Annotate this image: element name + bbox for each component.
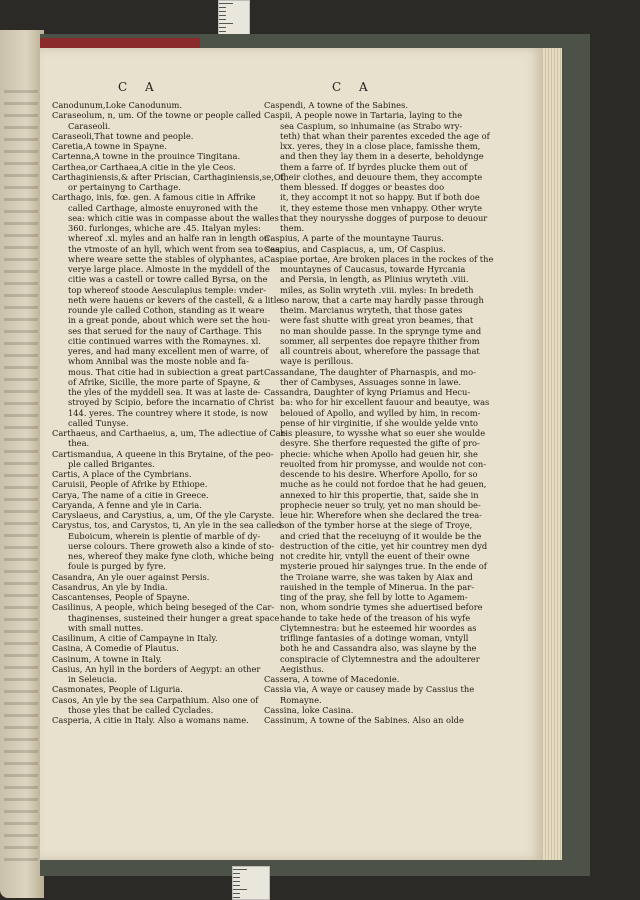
text-line: Carthaeus, and Carthaeius, a, um, The adiectiue of Car-: [52, 428, 288, 438]
text-line: them.: [280, 223, 305, 233]
ruler-tick: [219, 19, 226, 20]
text-line: Carystus, tos, and Carystos, ti, An yle in the sea called: [52, 520, 282, 531]
text-line: whom Annibal was the moste noble and fa-: [68, 356, 249, 367]
text-line: 144. yeres. The countrey where it stode, is now: [68, 407, 268, 418]
text-line: Romayne.: [280, 694, 322, 705]
text-line: triflinge fantasies of a dotinge woman, vntyll: [280, 633, 469, 643]
left-column: [52, 100, 288, 725]
text-line: Carthaginiensis,& after Priscian, Carthaginiensis,se,Of,: [52, 171, 287, 182]
ruler-tick: [219, 31, 226, 32]
text-line: Cartismandua, A queene in this Brytaine, of the peo-: [52, 448, 274, 459]
text-line: beloued of Apollo, and wylled by him, in recom-: [280, 407, 481, 418]
running-head-left: C A: [118, 80, 161, 94]
text-line: Casandrus, An yle by India.: [52, 581, 168, 592]
text-line: Cassina, loke Casina.: [264, 704, 354, 715]
text-line: called Tunyse.: [68, 417, 129, 428]
text-line: verye large place. Almoste in the myddell of the: [68, 264, 270, 274]
text-line: ther of Cambyses, Assuages sonne in lawe.: [280, 376, 462, 387]
text-line: where weare sette the stables of olyphantes, a: [68, 253, 264, 264]
ruler-tick: [219, 11, 226, 12]
text-line: Caruisii, People of Afrike by Ethiope.: [52, 479, 208, 490]
text-line: leue hir. Wherefore when she declared the trea-: [280, 510, 482, 520]
text-line: so narow, that a carte may hardly passe through: [280, 294, 484, 305]
text-line: thea.: [68, 438, 90, 449]
text-line: Casius, An hyll in the borders of Aegypt: an other: [52, 663, 261, 674]
text-line: Caryanda, A fenne and yle in Caria.: [52, 499, 202, 510]
previous-page-edge: [0, 30, 44, 898]
ruler-tick: [233, 881, 240, 882]
text-line: Caraseoli.: [68, 120, 111, 131]
text-line: son of the tymber horse at the siege of Troye,: [280, 520, 473, 531]
text-line: rauished in the temple of Minerua. In the par-: [280, 581, 475, 592]
text-line: destruction of the citie, yet hir countrey men dyd: [280, 540, 488, 551]
text-line: no man shoulde passe. In the sprynge tyme and: [280, 325, 482, 336]
text-line: top whereof stoode Aesculapius temple: vnder-: [68, 284, 267, 295]
text-line: stroyed by Scipio, before the incarnatio of Christ: [68, 397, 275, 408]
text-line: ba: who for hir excellent fauour and beautye, was: [280, 397, 490, 408]
text-line: hande to take hede of the treason of his wyfe: [280, 612, 471, 623]
text-line: their clothes, and deuoure them, they accompte: [280, 171, 483, 182]
text-line: not credite hir, vntyll the euent of their owne: [280, 551, 470, 561]
text-line: Cassandra, Daughter of kyng Priamus and Hecu-: [264, 387, 471, 397]
text-line: it, they accompt it not so happy. But if both doe: [280, 192, 480, 203]
text-line: Cassera, A towne of Macedonie.: [264, 674, 400, 684]
ruler-tick: [233, 889, 247, 890]
text-line: Casilinum, A citie of Campayne in Italy.: [52, 633, 218, 643]
text-line: in Seleucia.: [68, 674, 118, 684]
ruler-tick: [219, 27, 226, 28]
text-line: citie continued warres with the Romaynes. xl.: [68, 335, 261, 346]
text-line: conspiracie of Clytemnestra and the adoulterer: [280, 653, 480, 664]
text-line: his pleasure, to wysshe what so euer she woulde: [280, 428, 486, 438]
ruler-tick: [233, 877, 240, 878]
text-line: Cassia via, A waye or causey made by Cassius the: [264, 684, 475, 695]
text-line: miles, as Solin wryteth .viii. myles: In bredeth: [280, 284, 474, 295]
ruler-tick: [219, 7, 226, 8]
text-line: and cried that the receiuyng of it woulde be the: [280, 530, 482, 541]
text-line: non, whom sondrie tymes she aduertised before: [280, 602, 483, 613]
text-line: Aegisthus.: [280, 663, 325, 674]
text-line: sea Caspium, so inhumaine (as Strabo wry-: [280, 120, 463, 131]
text-line: prophecie neuer so truly, yet no man should be-: [280, 499, 481, 510]
text-line: Casilinus, A people, which being beseged of the Car-: [52, 602, 275, 613]
text-line: rounde yle called Cothon, standing as it weare: [68, 305, 265, 315]
text-line: mysterie proued hir saiynges true. In the ende of: [280, 561, 487, 572]
binding-strip: [40, 38, 200, 48]
text-line: Caraseoli,That towne and people.: [52, 130, 194, 141]
text-line: Casos, An yle by the sea Carpathium. Also one of: [52, 694, 259, 705]
text-line: and Persia, in length, as Plinius wryteth .viii.: [280, 274, 469, 285]
text-line: the vtmoste of an hyll, which went from sea to sea,: [68, 243, 283, 254]
scale-ruler-bottom: [232, 866, 270, 900]
text-line: Canodunum,Loke Canodunum.: [52, 100, 183, 110]
ruler-tick: [233, 873, 240, 874]
text-line: Casandra, An yle ouer against Persis.: [52, 571, 210, 582]
text-line: neth were hauens or kevers of the castell, & a litle: [68, 294, 282, 305]
text-line: nes, whereof they make fyne cloth, whiche being: [68, 551, 275, 561]
text-line: citie was a castell or towre called Byrsa, on the: [68, 274, 268, 285]
text-line: them blessed. If dogges or beastes doo: [280, 182, 445, 192]
text-line: Caspius, A parte of the mountayne Taurus.: [264, 233, 444, 244]
text-line: Caspius, and Caspiacus, a, um, Of Caspius.: [264, 243, 446, 254]
text-line: 360. furlonges, whiche are .45. Italyan myles:: [68, 223, 261, 233]
text-line: uerse colours. There groweth also a kinde of sto-: [68, 540, 275, 551]
text-line: foule is purged by fyre.: [68, 561, 166, 572]
text-line: were fast shutte with great yron beames, that: [280, 315, 474, 326]
text-line: annexed to hir this propertie, that, saide she in: [280, 489, 479, 500]
text-line: muche as he could not fordoe that he had geuen,: [280, 479, 487, 490]
text-line: theim. Marcianus wryteth, that those gates: [280, 305, 463, 315]
ruler-tick: [233, 885, 240, 886]
text-line: sommer, all serpentes doe repayre thither from: [280, 335, 480, 346]
text-line: Caspiae portae, Are broken places in the rockes of the: [264, 253, 494, 264]
text-line: them a farre of. If byrdes plucke them out of: [280, 161, 468, 172]
text-line: Euboicum, wherein is plentie of marble of dy-: [68, 530, 261, 541]
text-line: Casina, A Comedie of Plautus.: [52, 643, 179, 654]
text-line: called Carthage, almoste enuyroned with the: [68, 202, 258, 213]
text-line: both he and Cassandra also, was slayne by the: [280, 643, 477, 654]
text-line: all countreis about, wherefore the passage that: [280, 346, 480, 356]
text-line: Cascantenses, People of Spayne.: [52, 592, 190, 602]
scale-ruler-top: [218, 0, 250, 38]
text-line: Cassinum, A towne of the Sabines. Also an olde: [264, 715, 464, 725]
text-line: Cartenna,A towne in the prouince Tingitana.: [52, 151, 241, 162]
page-stack-edge: [540, 48, 562, 860]
text-line: Cassandane, The daughter of Pharnaspis, and mo-: [264, 366, 476, 377]
text-line: whereof .xl. myles and an halfe ran in length on: [68, 233, 270, 244]
ruler-tick: [233, 897, 240, 898]
running-head-right: C A: [332, 80, 375, 94]
text-line: the yles of the myddell sea. It was at laste de-: [68, 387, 261, 397]
text-line: Cartis, A place of the Cymbrians.: [52, 469, 192, 479]
text-line: and then they lay them in a deserte, beholdynge: [280, 151, 484, 162]
text-line: reuolted from hir promysse, and woulde not con-: [280, 458, 487, 469]
text-line: Caspendi, A towne of the Sabines.: [264, 100, 408, 110]
text-line: Carthea,or Carthaea,A citie in the yle Ceos.: [52, 161, 236, 172]
text-line: Caryslaeus, and Carystius, a, um, Of the yle Caryste.: [52, 510, 275, 520]
text-line: that they nourysshe dogges of purpose to deuour: [280, 212, 488, 223]
ruler-tick: [219, 23, 233, 24]
ruler-tick: [233, 869, 247, 870]
text-line: Casinum, A towne in Italy.: [52, 653, 163, 664]
text-line: teth) that whan their parentes exceded the age of: [280, 130, 490, 141]
text-line: Casperia, A citie in Italy. Also a womans name.: [52, 715, 249, 725]
text-line: it, they esteme those men vnhappy. Other wryte: [280, 202, 483, 213]
text-line: in a great ponde, about which were set the hou-: [68, 315, 271, 326]
text-line: Carthago, inis, fœ. gen. A famous citie in Affrike: [52, 192, 256, 203]
text-line: Clytemnestra: but he esteemed hir woordes as: [280, 622, 477, 633]
text-line: sea: which citie was in compasse about the walles: [68, 212, 279, 223]
text-line: pense of hir virginitie, if she woulde yelde vnto: [280, 417, 479, 428]
ruler-tick: [219, 15, 226, 16]
previous-page-text: [4, 90, 38, 870]
text-line: lxx. yeres, they in a close place, famisshe them,: [280, 141, 481, 151]
text-line: phecie: whiche when Apollo had geuen hir, she: [280, 448, 478, 459]
text-line: Caraseolum, n, um. Of the towne or people called: [52, 110, 262, 121]
text-line: ses that serued for the nauy of Carthage. This: [68, 325, 262, 336]
text-line: thaginenses, susteined their hunger a great space: [68, 612, 280, 623]
text-line: mous. That citie had in subiection a great part: [68, 366, 264, 377]
text-line: mountaynes of Caucasus, towarde Hyrcania: [280, 264, 466, 274]
text-line: Caspii, A people nowe in Tartaria, laying to the: [264, 110, 463, 121]
text-line: or pertainyng to Carthage.: [68, 182, 181, 192]
text-line: those yles that be called Cyclades.: [68, 704, 214, 715]
text-line: ting of the pray, she fell by lotte to Agamem-: [280, 592, 468, 602]
ruler-tick: [233, 893, 240, 894]
ruler-tick: [219, 3, 233, 4]
right-column: [264, 100, 494, 725]
text-line: yeres, and had many excellent men of warre, of: [68, 346, 269, 356]
text-line: Casmonates, People of Liguria.: [52, 684, 183, 695]
text-line: the Troiane warre, she was taken by Aiax and: [280, 571, 473, 582]
text-line: descende to his desire. Wherfore Apollo, for so: [280, 469, 478, 479]
text-line: Carya, The name of a citie in Greece.: [52, 489, 209, 500]
text-line: ple called Brigantes.: [68, 458, 155, 469]
text-line: Caretia,A towne in Spayne.: [52, 141, 167, 151]
text-line: of Afrike, Sicille, the more parte of Spayne, &: [68, 376, 261, 387]
text-line: waye is perillous.: [280, 356, 354, 367]
text-line: desyre. She therfore requested the gifte of pro-: [280, 438, 480, 449]
text-line: with small nuttes.: [68, 622, 144, 633]
